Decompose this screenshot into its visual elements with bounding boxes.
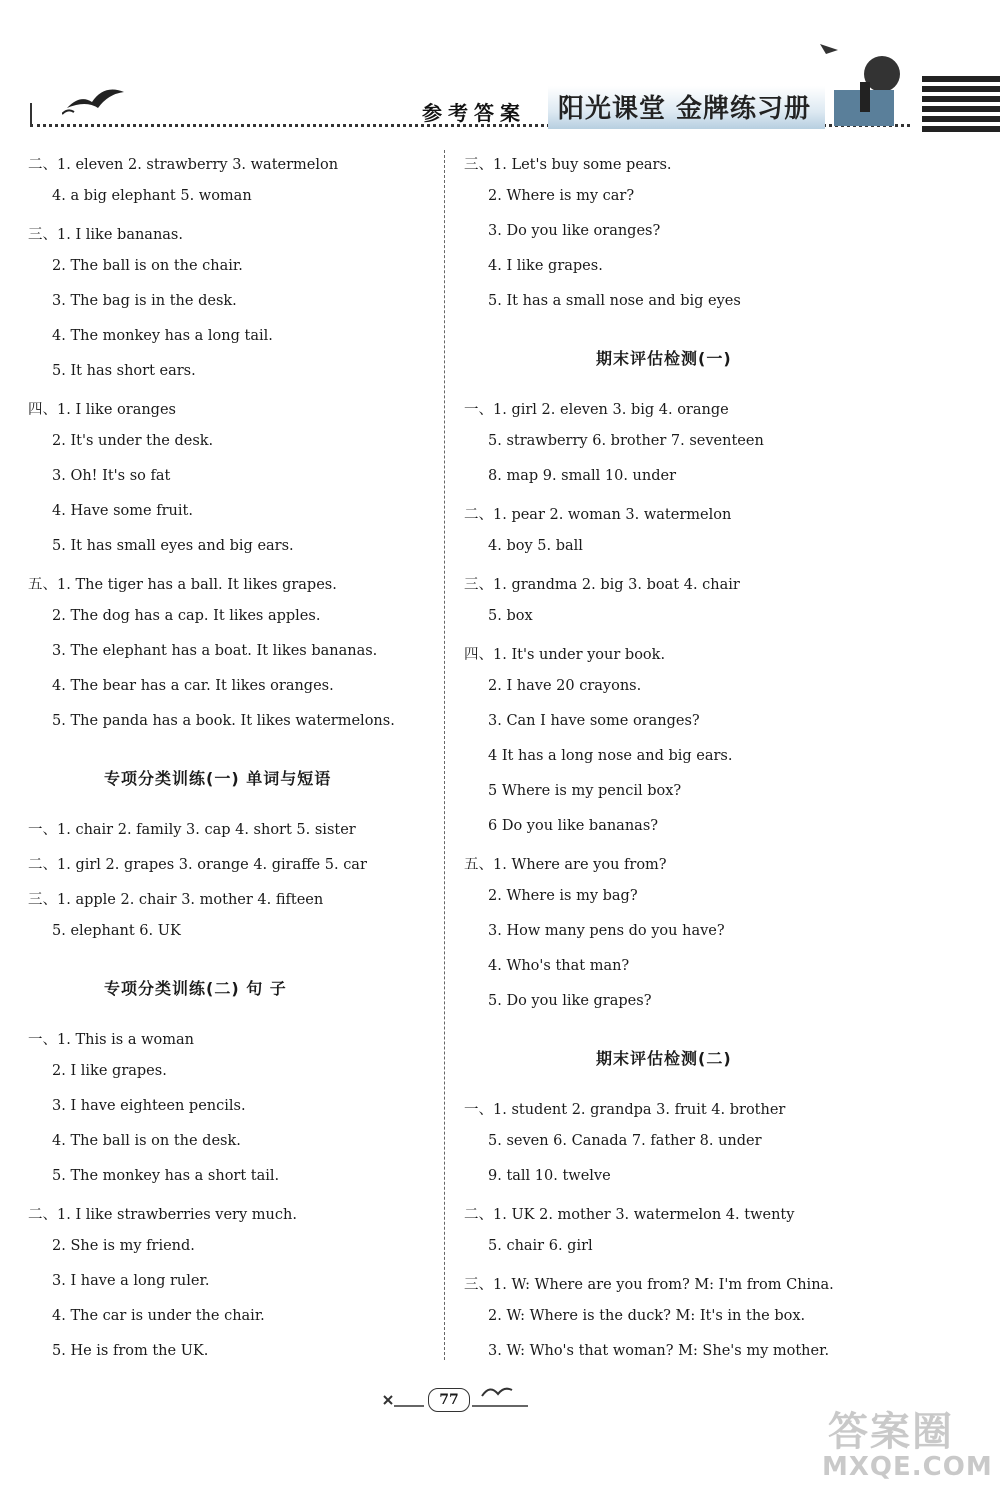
answer-line: 6 Do you like bananas? [488, 818, 659, 834]
answer-line: 5. The monkey has a short tail. [52, 1168, 280, 1184]
answer-line: 三、1. I like bananas. [28, 227, 183, 243]
answer-line: 4 It has a long nose and big ears. [488, 748, 733, 764]
answer-line: 二、1. eleven 2. strawberry 3. watermelon [28, 157, 339, 173]
answer-line: 三、1. Let's buy some pears. [464, 157, 672, 173]
footer-right-deco-icon [472, 1382, 528, 1412]
answer-line: 2. I have 20 crayons. [488, 678, 642, 694]
answer-line: 一、1. girl 2. eleven 3. big 4. orange [464, 402, 729, 418]
answer-line: 四、1. It's under your book. [464, 647, 666, 663]
answer-line: 5. strawberry 6. brother 7. seventeen [488, 433, 764, 449]
answer-line: 三、1. apple 2. chair 3. mother 4. fifteen [28, 892, 324, 908]
answer-line: 3. Do you like oranges? [488, 223, 661, 239]
answer-line: 3. How many pens do you have? [488, 923, 725, 939]
answer-line: 二、1. pear 2. woman 3. watermelon [464, 507, 732, 523]
decoration-icon [820, 30, 920, 130]
answer-line: 5. box [488, 608, 533, 624]
answer-line: 三、1. grandma 2. big 3. boat 4. chair [464, 577, 740, 593]
answer-line: 2. Where is my car? [488, 188, 635, 204]
answer-line: 2. Where is my bag? [488, 888, 638, 904]
answer-line: 一、1. chair 2. family 3. cap 4. short 5. sister [28, 822, 356, 838]
answer-line: 5. seven 6. Canada 7. father 8. under [488, 1133, 762, 1149]
page-header [0, 0, 1000, 140]
answer-line: 2. She is my friend. [52, 1238, 195, 1254]
answer-line: 3. I have a long ruler. [52, 1273, 210, 1289]
column-divider [444, 150, 445, 1360]
answer-line: 2. I like grapes. [52, 1063, 167, 1079]
answer-line: 3. Can I have some oranges? [488, 713, 700, 729]
answer-line: 5. It has short ears. [52, 363, 196, 379]
answer-line: 3. The bag is in the desk. [52, 293, 237, 309]
answer-line: 三、1. W: Where are you from? M: I'm from China. [464, 1277, 834, 1293]
answer-line: 4. boy 5. ball [488, 538, 583, 554]
section-title: 期末评估检测(一) [596, 349, 732, 368]
answer-line: 二、1. girl 2. grapes 3. orange 4. giraffe 5. car [28, 857, 367, 873]
answer-line: 3. The elephant has a boat. It likes bananas. [52, 643, 378, 659]
answer-line: 5. chair 6. girl [488, 1238, 593, 1254]
page-footer [380, 1380, 530, 1420]
answer-line: 8. map 9. small 10. under [488, 468, 677, 484]
answer-line: 5. It has a small nose and big eyes [488, 293, 741, 309]
answer-line: 5. The panda has a book. It likes watermelons. [52, 713, 395, 729]
answer-line: 2. It's under the desk. [52, 433, 214, 449]
answer-line: 4. I like grapes. [488, 258, 603, 274]
section-title: 专项分类训练(一) 单词与短语 [104, 769, 332, 788]
answer-line: 4. The ball is on the desk. [52, 1133, 241, 1149]
header-title: 阳光课堂 金牌练习册 [548, 86, 825, 129]
watermark-line1: 答案圈 [828, 1409, 954, 1455]
watermark [820, 1400, 995, 1488]
answer-line: 二、1. I like strawberries very much. [28, 1207, 297, 1223]
answer-line: 5. elephant 6. UK [52, 923, 181, 939]
answer-line: 2. The dog has a cap. It likes apples. [52, 608, 321, 624]
answer-line: 2. The ball is on the chair. [52, 258, 243, 274]
answer-line: 3. Oh! It's so fat [52, 468, 171, 484]
answer-line: 5. It has small eyes and big ears. [52, 538, 294, 554]
answer-line: 4. The bear has a car. It likes oranges. [52, 678, 334, 694]
answer-line: 一、1. This is a woman [28, 1032, 194, 1048]
watermark-line2: MXQE.COM [822, 1452, 993, 1482]
header-bars [922, 76, 1000, 132]
answer-line: 5. He is from the UK. [52, 1343, 209, 1359]
answer-line: 4. a big elephant 5. woman [52, 188, 252, 204]
answer-line: 3. W: Who's that woman? M: She's my mother. [488, 1343, 830, 1359]
answer-line: 5. Do you like grapes? [488, 993, 652, 1009]
section-title: 期末评估检测(二) [596, 1049, 732, 1068]
answer-line: 4. Have some fruit. [52, 503, 193, 519]
answer-line: 五、1. Where are you from? [464, 857, 667, 873]
answer-line: 五、1. The tiger has a ball. It likes grapes. [28, 577, 337, 593]
page-number: 77 [428, 1388, 470, 1412]
bird-icon [62, 80, 132, 120]
header-ref-label: 参考答案 [422, 101, 526, 125]
answer-line: 5 Where is my pencil box? [488, 783, 682, 799]
answer-line: 四、1. I like oranges [28, 402, 176, 418]
answer-line: 二、1. UK 2. mother 3. watermelon 4. twenty [464, 1207, 795, 1223]
answer-line: 4. The monkey has a long tail. [52, 328, 273, 344]
answer-line: 2. W: Where is the duck? M: It's in the box. [488, 1308, 806, 1324]
answer-line: 9. tall 10. twelve [488, 1168, 611, 1184]
answer-line: 一、1. student 2. grandpa 3. fruit 4. brother [464, 1102, 786, 1118]
footer-left-deco-icon [380, 1390, 424, 1410]
answer-line: 4. The car is under the chair. [52, 1308, 265, 1324]
answer-line: 3. I have eighteen pencils. [52, 1098, 246, 1114]
section-title: 专项分类训练(二) 句 子 [104, 979, 287, 998]
answer-line: 4. Who's that man? [488, 958, 630, 974]
